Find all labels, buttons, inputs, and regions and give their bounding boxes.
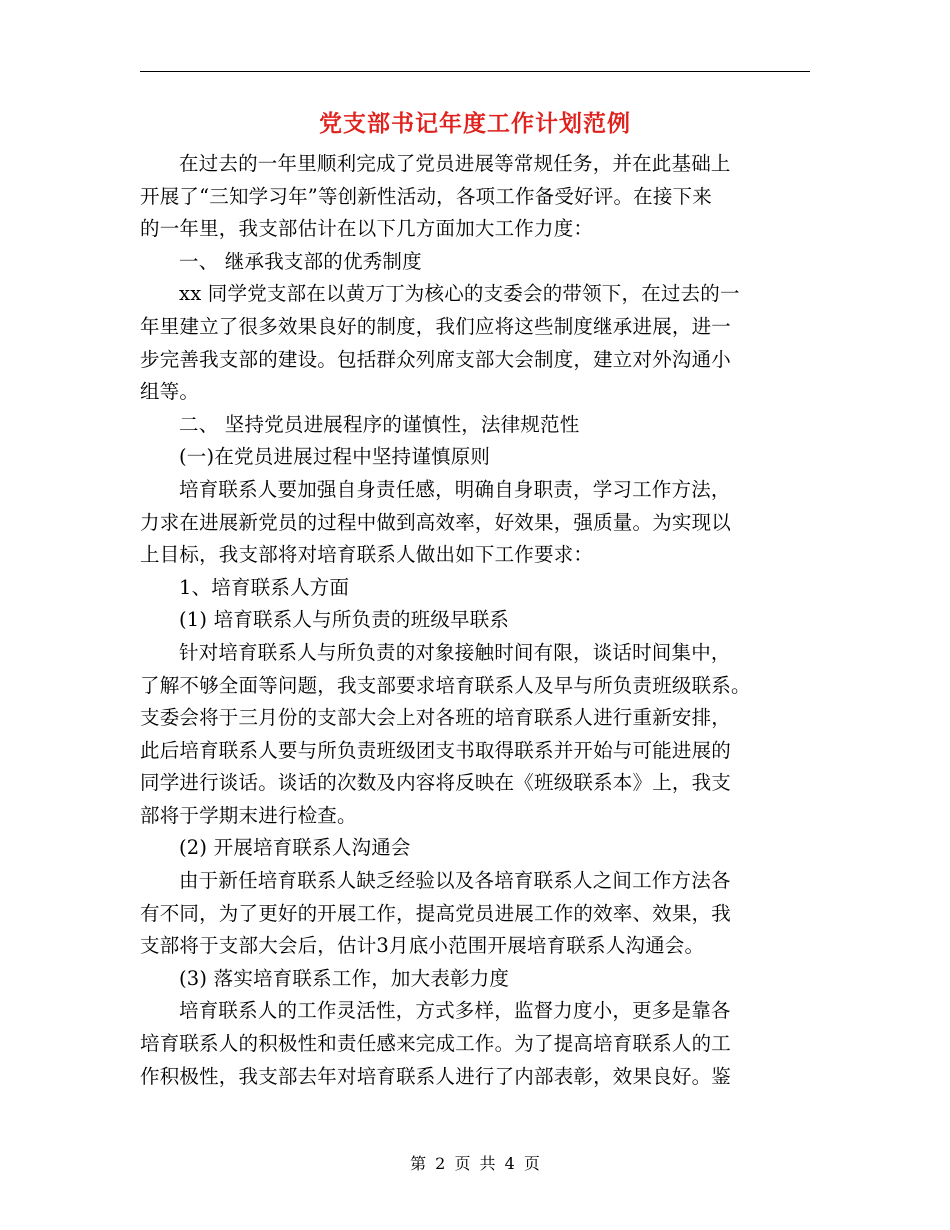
paragraph-line: 培育联系人的积极性和责任感来完成工作。为了提高培育联系人的工	[140, 1032, 732, 1056]
paragraph-line: 支部将于支部大会后，估计3月底小范围开展培育联系人沟通会。	[140, 934, 705, 958]
paragraph-line: 培育联系人的工作灵活性，方式多样，监督力度小，更多是靠各	[179, 999, 731, 1023]
body-paragraph	[140, 637, 810, 833]
paragraph-line: 的一年里，我支部估计在以下几方面加大工作力度：	[140, 217, 594, 241]
body-paragraph	[140, 474, 810, 572]
body-paragraph	[140, 572, 810, 605]
paragraph-line: (2) 开展培育联系人沟通会	[179, 836, 411, 860]
paragraph-line: xx 同学党支部在以黄万丁为核心的支委会的带领下，在过去的一	[179, 282, 740, 306]
body-paragraph	[140, 995, 810, 1093]
paragraph-line: 年里建立了很多效果良好的制度，我们应将这些制度继承进展，进一	[140, 314, 732, 338]
paragraph-line: 组等。	[140, 380, 200, 404]
paragraph-line: 二、 坚持党员进展程序的谨慎性，法律规范性	[179, 412, 580, 436]
page-number: 第 2 页 共 4 页	[410, 1154, 540, 1173]
header-rule	[140, 71, 810, 72]
paragraph-line: 力求在进展新党员的过程中做到高效率，好效果，强质量。为实现以	[140, 510, 732, 534]
paragraph-line: 同学进行谈话。谈话的次数及内容将反映在《班级联系本》上，我支	[140, 771, 732, 795]
paragraph-line: 支委会将于三月份的支部大会上对各班的培育联系人进行重新安排，	[140, 706, 732, 730]
paragraph-line: 培育联系人要加强自身责任感，明确自身职责，学习工作方法，	[179, 477, 731, 501]
body-paragraph	[140, 832, 810, 865]
paragraph-line: 了解不够全面等问题，我支部要求培育联系人及早与所负责班级联系。	[140, 673, 751, 697]
body-paragraph	[140, 604, 810, 637]
paragraph-line: 在过去的一年里顺利完成了党员进展等常规任务，并在此基础上	[179, 152, 731, 175]
paragraph-line: 步完善我支部的建设。包括群众列席支部大会制度，建立对外沟通小	[140, 347, 732, 371]
paragraph-line: 一、 继承我支部的优秀制度	[179, 249, 422, 273]
paragraph-line: 由于新任培育联系人缺乏经验以及各培育联系人之间工作方法各	[179, 869, 731, 893]
paragraph-line: 此后培育联系人要与所负责班级团支书取得联系并开始与可能进展的	[140, 738, 732, 762]
paragraph-line: 上目标，我支部将对培育联系人做出如下工作要求：	[140, 543, 594, 567]
body-paragraph	[140, 963, 810, 996]
body-paragraph	[140, 148, 810, 246]
body-paragraph	[140, 409, 810, 442]
paragraph-line: (一)在党员进展过程中坚持谨慎原则	[179, 445, 491, 469]
document-body	[140, 148, 810, 1093]
paragraph-line: (1) 培育联系人与所负责的班级早联系	[179, 608, 510, 632]
body-paragraph	[140, 278, 810, 408]
paragraph-line: 有不同，为了更好的开展工作，提高党员进展工作的效率、效果，我	[140, 901, 732, 925]
body-paragraph	[140, 441, 810, 474]
paragraph-line: 部将于学期末进行检查。	[140, 803, 357, 827]
paragraph-line: 作积极性，我支部去年对培育联系人进行了内部表彰，效果良好。鉴	[140, 1064, 732, 1088]
document-title: 党支部书记年度工作计划范例	[319, 110, 631, 137]
body-paragraph	[140, 246, 810, 279]
paragraph-line: (3) 落实培育联系工作，加大表彰力度	[179, 966, 510, 990]
paragraph-line: 开展了“三知学习年”等创新性活动，各项工作备受好评。在接下来	[140, 184, 712, 208]
paragraph-line: 针对培育联系人与所负责的对象接触时间有限，谈话时间集中，	[179, 640, 731, 664]
body-paragraph	[140, 865, 810, 963]
paragraph-line: 1、培育联系人方面	[179, 575, 350, 599]
